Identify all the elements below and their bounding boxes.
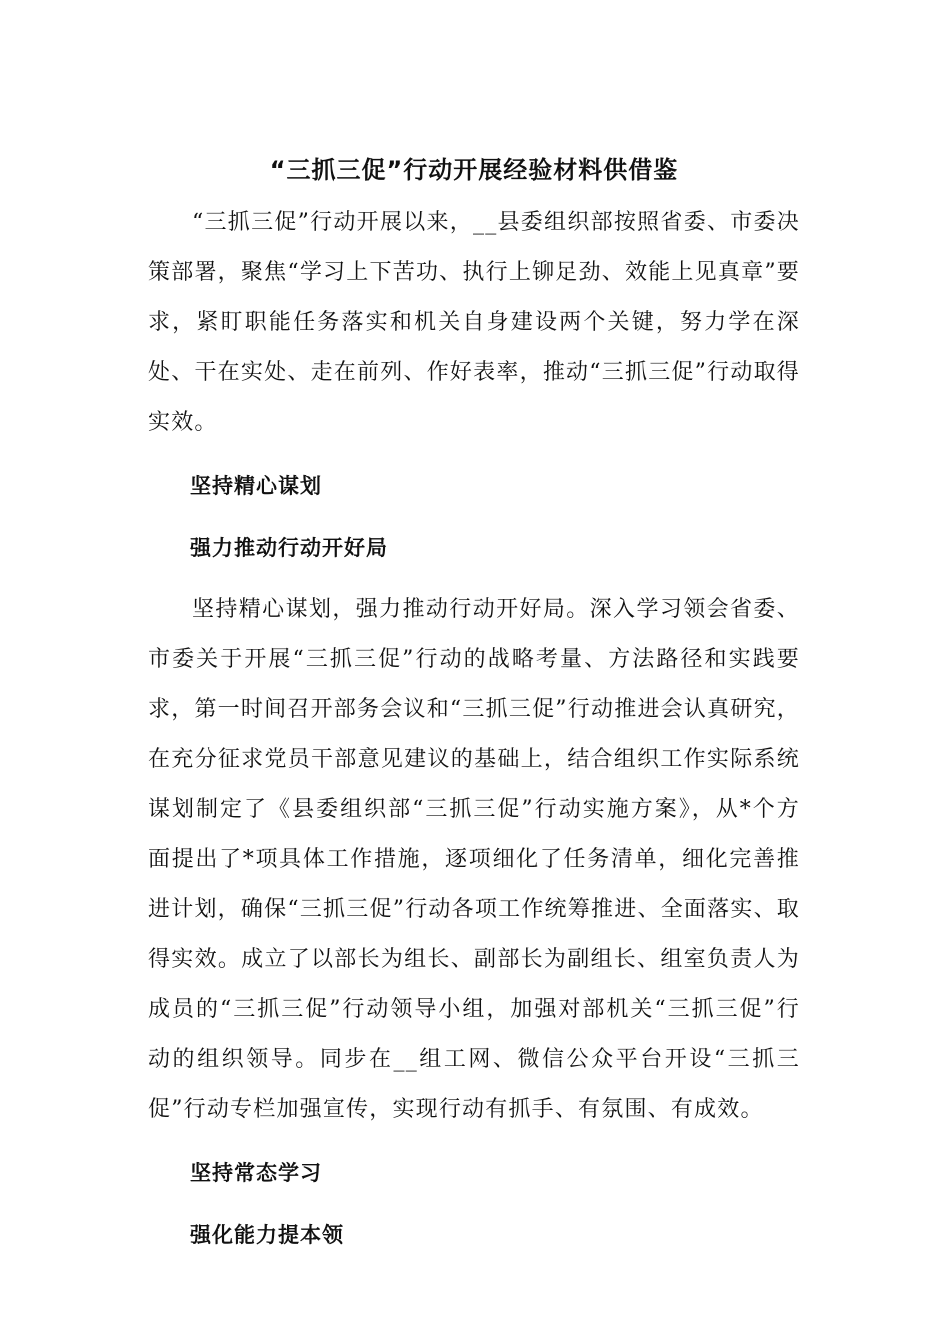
section1-heading-b: 强力推动行动开好局: [190, 536, 388, 560]
section2-heading-b: 强化能力提本领: [190, 1223, 344, 1247]
intro-paragraph: “三抓三促”行动开展以来，__县委组织部按照省委、市委决策部署，聚焦“学习上下苦功、执行上铆足劲、效能上见真章”要求，紧盯职能任务落实和机关自身建设两个关键，努力学在深处、干在实处、走在前列、作好表率，推动“三抓三促”行动取得实效。: [148, 210, 800, 435]
document-title: “三抓三促”行动开展经验材料供借鉴: [269, 156, 679, 184]
section1-body-paragraph: 坚持精心谋划，强力推动行动开好局。深入学习领会省委、市委关于开展“三抓三促”行动的战略考量、方法路径和实践要求，第一时间召开部务会议和“三抓三促”行动推进会认真研究，在充分征求党员干部意见建议的基础上，结合组织工作实际系统谋划制定了《县委组织部“三抓三促”行动实施方案》，从*个方面提出了*项具体工作措施，逐项细化了任务清单，细化完善推进计划，确保“三抓三促”行动各项工作统筹推进、全面落实、取得实效。成立了以部长为组长、副部长为副组长、组室负责人为成员的“三抓三促”行动领导小组，加强对部机关“三抓三促”行动的组织领导。同步在__组工网、微信公众平台开设“三抓三促”行动专栏加强宣传，实现行动有抓手、有氛围、有成效。: [148, 597, 800, 1122]
section1-heading-a: 坚持精心谋划: [190, 474, 322, 498]
section2-heading-a: 坚持常态学习: [190, 1161, 322, 1185]
